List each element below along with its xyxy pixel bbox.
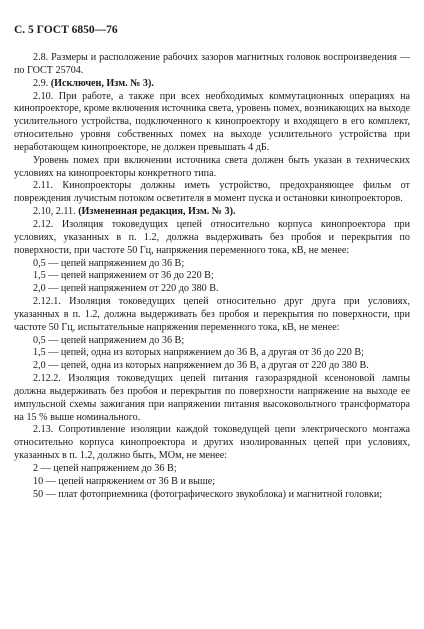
amendment-note [14,78,410,91]
amendment-note [14,206,410,219]
list-item: 2 — цепей напряжением до 36 В; [33,463,177,474]
clause-number: 2.9. [33,77,51,89]
paragraph: 2.12.2. Изоляция токоведущих цепей питания газоразрядной ксеноновой лампы должна выдерживать без пробоя и перекрытия по поверхности напряжение на выходе ее импульсной схемы зажигания при напряжении питания высоковольтного трансформатора на 15 % выше номинального. [14,373,410,423]
list-item: 1,5 — цепей напряжением от 36 до 220 В; [33,270,214,282]
paragraph: Уровень помех при включении источника света должен быть указан в технических условиях на кинопроекторы конкретного типа. [14,154,410,179]
paragraph: 1,5 — цепей, одна из которых напряжением до 36 В, а другая от 36 до 220 В; [33,347,364,359]
clause-number: 2.10, 2.11. [33,206,79,218]
document-page [14,24,410,502]
amendment-text: (Исключен, Изм. № 3). [50,77,154,89]
paragraph: 50 — плат фотоприемника (фотографического звукоблока) и магнитной головки; [33,488,383,500]
list-item: 0,5 — цепей напряжением до 36 В; [33,334,185,346]
paragraph: 2.11. Кинопроекторы должны иметь устройство, предохраняющее фильм от повреждения лучистым потоком осветителя в момент пуска и остановки кинопроекторов. [14,180,410,205]
list-item: 10 — цепей напряжением от 36 В и выше; [33,475,216,487]
paragraph: 2.12.1. Изоляция токоведущих цепей относительно друг друга при условиях, указанных в п. 1.2, должна выдерживать без пробоя и перекрытия по поверхности, при частоте 50 Гц, испытательные напряжения переменного тока, кВ, не менее: [14,296,410,333]
paragraph: 2.8. Размеры и расположение рабочих зазоров магнитных головок воспроизведения — по ГОСТ 25704. [14,52,410,76]
list-item: 0,5 — цепей напряжением до 36 В; [33,257,185,269]
document-body [14,52,410,502]
amendment-text: (Измененная редакция, Изм. № 3). [78,206,236,218]
page-header: С. 5 ГОСТ 6850—76 [14,24,118,36]
paragraph: 2.13. Сопротивление изоляции каждой токоведущей цепи электрического монтажа относительно корпуса кинопроектора и других изолированных цепей при условиях, указанных в п. 1.2, должно быть, МОм, не менее: [14,424,410,462]
paragraph: 2,0 — цепей, одна из которых напряжением до 36 В, а другая от 220 до 380 В. [33,360,369,372]
paragraph: 2.10. При работе, а также при всех необходимых коммутационных операциях на кинопроекторе, кроме включения источника света, уровень помех, возникающих на выходе усилительного устройства, подключенного к кинопроектору и входящего в его комплект, относительно уровня собственных помех на выходе усилительного устройства при неработающем кинопроекторе, не должен превышать 4 дБ. [14,90,410,153]
paragraph: 2.12. Изоляция токоведущих цепей относительно корпуса кинопроектора при условиях, указанных в п. 1.2, должна выдерживать без пробоя и перекрытия по поверхности, при частоте 50 Гц, напряжения переменного тока, кВ, не менее: [14,218,410,256]
list-item: 2,0 — цепей напряжением от 220 до 380 В. [33,283,219,295]
